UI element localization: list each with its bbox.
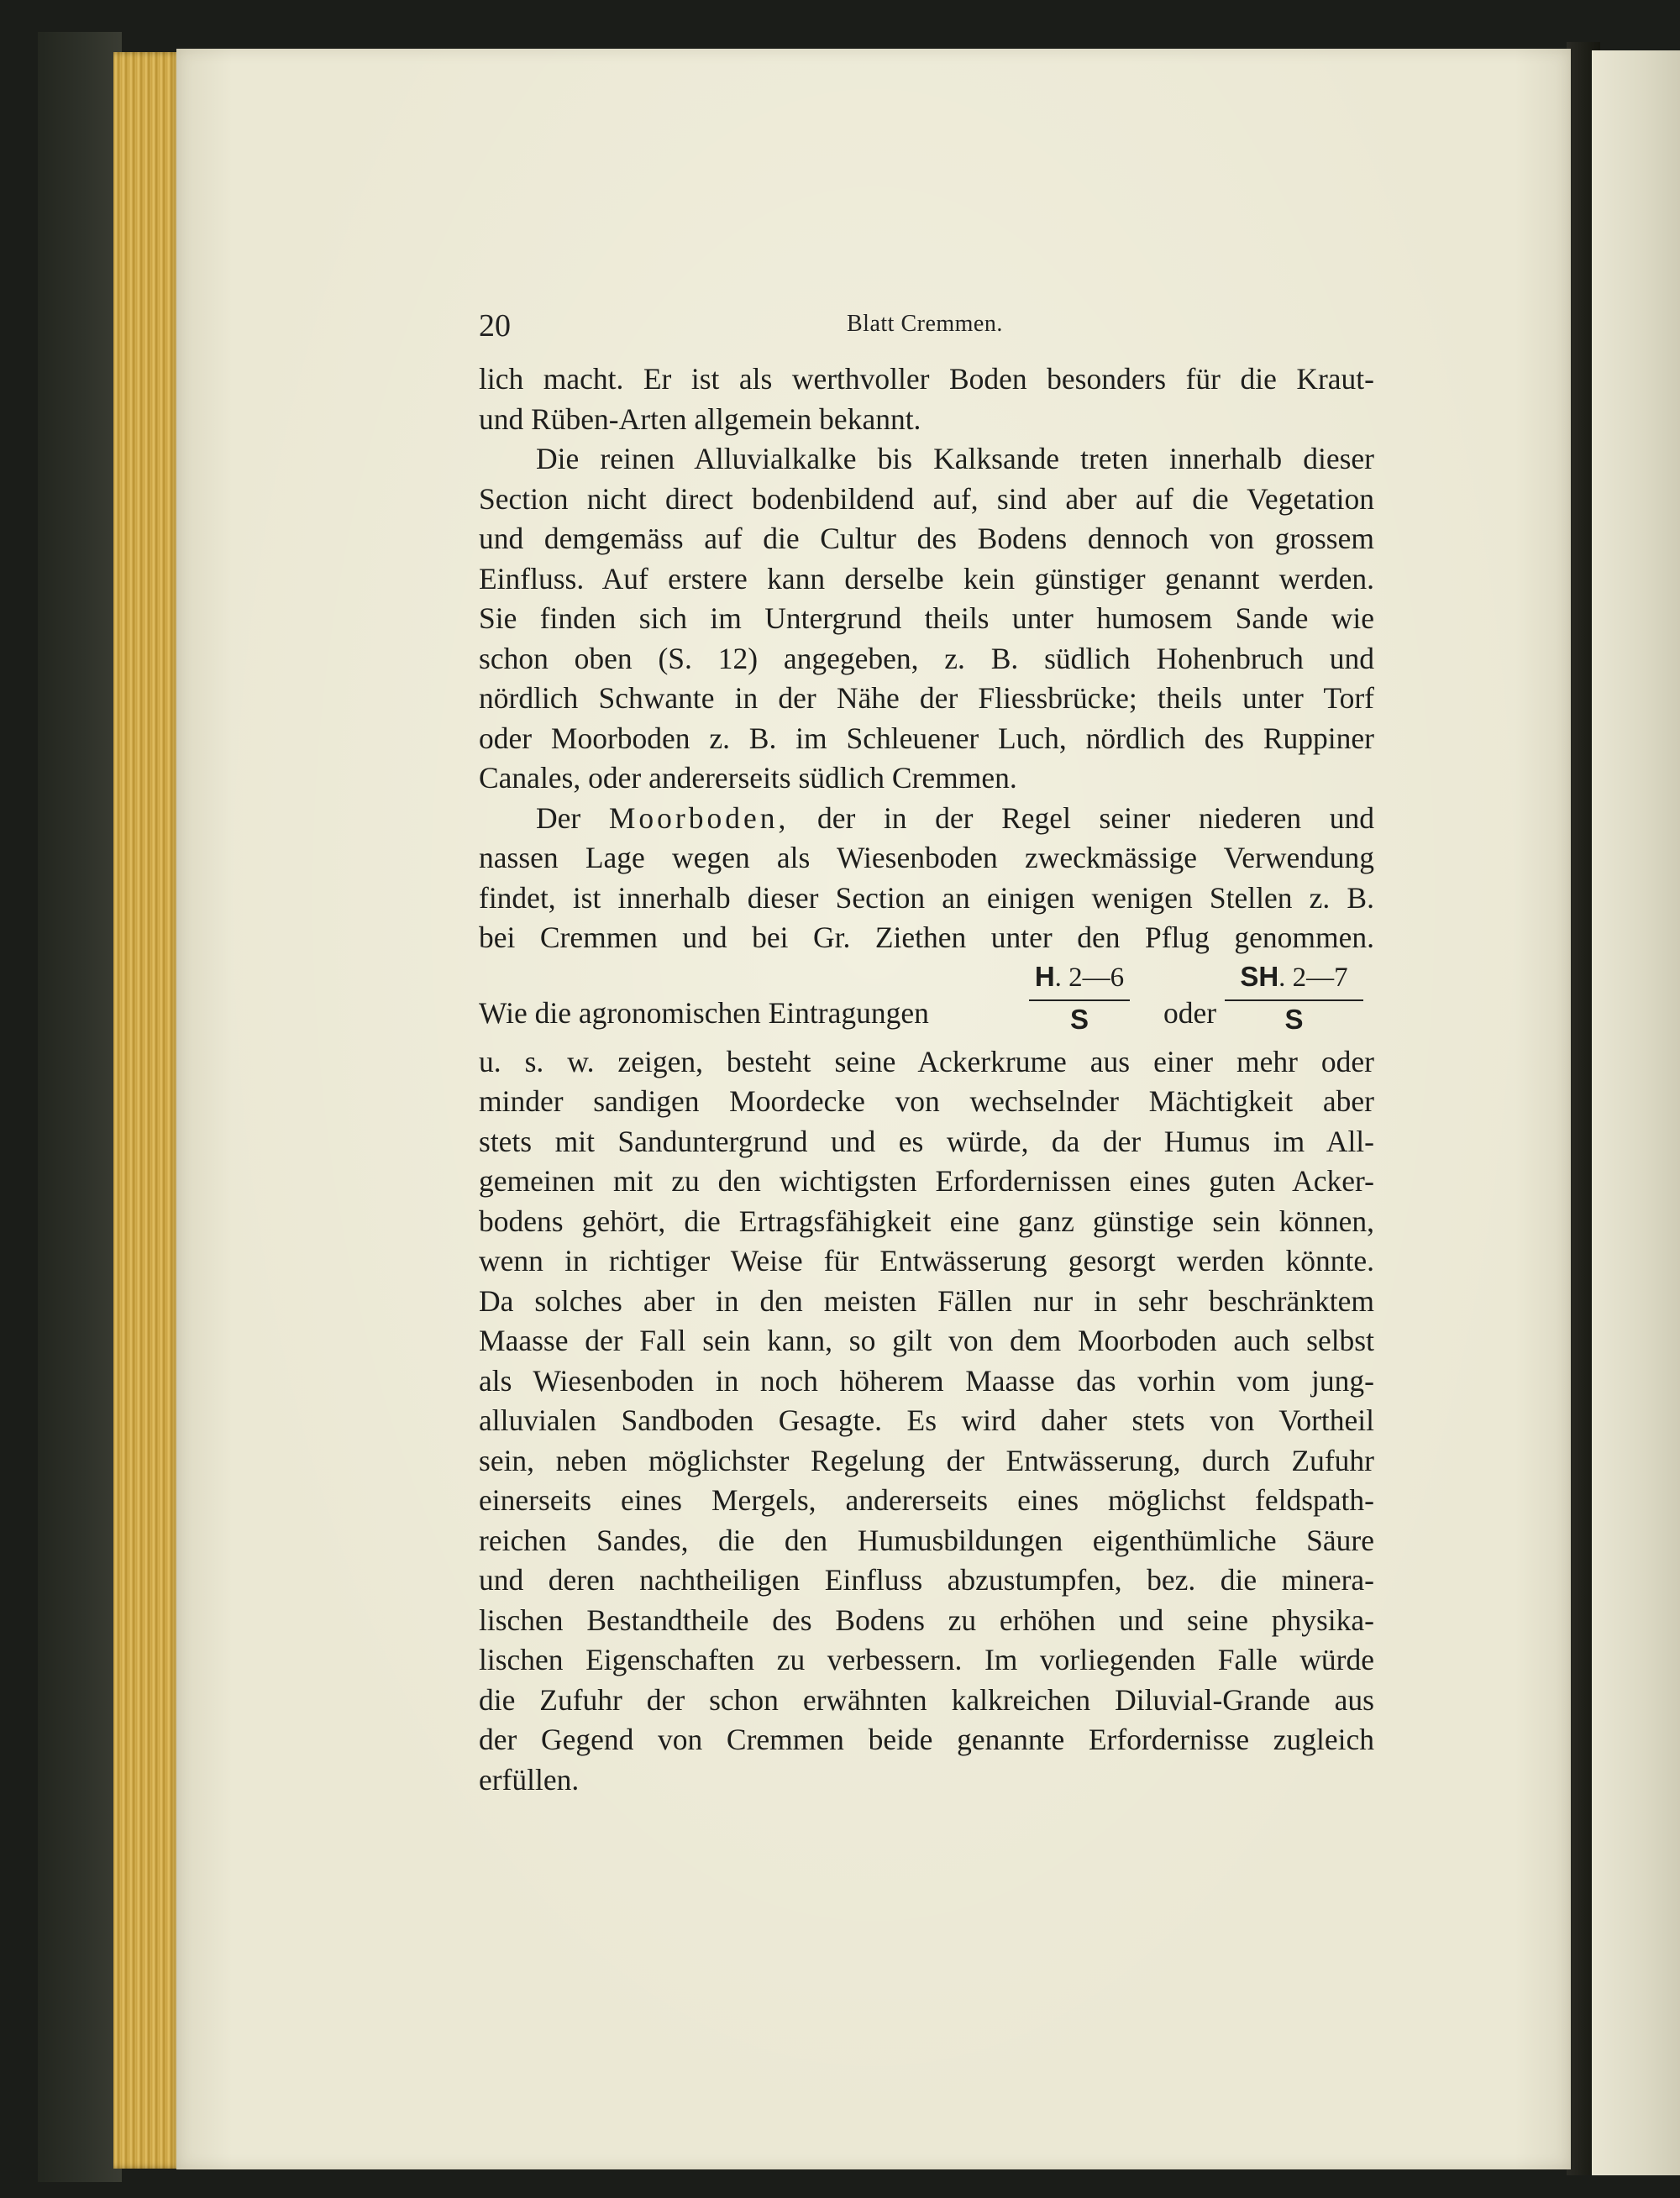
fraction-numerator xyxy=(1029,960,1130,994)
text-line: erfüllen. xyxy=(479,1762,580,1797)
fraction-denominator: S xyxy=(1284,1003,1304,1035)
emphasized-term: Moorboden, xyxy=(608,800,790,835)
fraction-denominator: S xyxy=(1069,1003,1089,1035)
text-line: gemeinen mit zu den wichtigsten Erfordernissen eines guten Acker- xyxy=(479,1164,1374,1198)
text-line: alluvialen Sandboden Gesagte. Es wird daher stets von Vortheil xyxy=(479,1403,1374,1437)
text-line: die Zufuhr der schon erwähnten kalkreichen Diluvial-Grande aus xyxy=(479,1682,1374,1717)
fraction-symbol: H xyxy=(1034,960,1055,992)
text-line: nassen Lage wegen als Wiesenboden zweckmässige Verwendung xyxy=(479,841,1374,874)
formula-line xyxy=(479,960,1374,1042)
text-line: lich macht. Er ist als werthvoller Boden besonders für die Kraut- xyxy=(479,362,1374,396)
fraction-value: . 2—7 xyxy=(1278,962,1348,993)
text-line: lischen Bestandtheile des Bodens zu erhöhen und seine physika- xyxy=(479,1603,1374,1637)
text-line: bei Cremmen und bei Gr. Ziethen unter den Pflug genommen. xyxy=(479,921,1374,954)
paragraph-1 xyxy=(479,359,1374,439)
paragraph-4 xyxy=(479,1042,1374,1801)
text-line xyxy=(479,799,1374,839)
body-text xyxy=(479,359,1374,1800)
page-number: 20 xyxy=(479,308,511,344)
text-word: Der xyxy=(536,800,581,835)
text-line: nördlich Schwante in der Nähe der Fliessbrücke; theils unter Torf xyxy=(479,681,1374,715)
text-line: der Gegend von Cremmen beide genannte Erfordernisse zugleich xyxy=(479,1723,1374,1756)
paragraph-3 xyxy=(479,799,1374,1042)
text-line: Section nicht direct bodenbildend auf, sind aber auf die Vegetation xyxy=(479,481,1374,516)
text-line: Maasse der Fall sein kann, so gilt von dem Moorboden auch selbst xyxy=(479,1324,1374,1357)
gilded-page-edges xyxy=(113,52,181,2169)
formula-lead-text: Wie die agronomischen Eintragungen xyxy=(479,995,929,1030)
text-line: minder sandigen Moordecke von wechselnder Mächtigkeit aber xyxy=(479,1084,1374,1118)
text-line: lischen Eigenschaften zu verbessern. Im vorliegenden Falle würde xyxy=(479,1643,1374,1676)
book-cover-edge xyxy=(38,32,122,2182)
text-line: sein, neben möglichster Regelung der Entwässerung, durch Zufuhr xyxy=(479,1443,1374,1477)
text-line: und demgemäss auf die Cultur des Bodens dennoch von grossem xyxy=(479,522,1374,555)
text-line: bodens gehört, die Ertragsfähigkeit eine ganz günstige sein können, xyxy=(479,1204,1374,1238)
text-line: als Wiesenboden in noch höherem Maasse das vorhin vom jung- xyxy=(479,1363,1374,1398)
text-line: oder Moorboden z. B. im Schleuener Luch, nördlich des Ruppiner xyxy=(479,721,1374,755)
adjacent-page-edge xyxy=(1592,50,1680,2175)
text-line: und Rüben-Arten allgemein bekannt. xyxy=(479,401,921,436)
agronomic-fraction-2 xyxy=(1225,960,1363,1035)
text-line: Einfluss. Auf erstere kann derselbe kein günstiger genannt werden. xyxy=(479,561,1374,595)
text-line: schon oben (S. 12) angegeben, z. B. südlich Hohenbruch und xyxy=(479,641,1374,675)
text-span: der in der Regel seiner niederen und xyxy=(817,800,1375,835)
text-line: Sie finden sich im Untergrund theils unter humosem Sande wie xyxy=(479,601,1374,635)
running-header xyxy=(479,307,1369,349)
text-line: Da solches aber in den meisten Fällen nur in sehr beschränktem xyxy=(479,1283,1374,1318)
text-line: findet, ist innerhalb dieser Section an einigen wenigen Stellen z. B. xyxy=(479,880,1374,915)
text-line: wenn in richtiger Weise für Entwässerung gesorgt werden könnte. xyxy=(479,1244,1374,1277)
text-line: und deren nachtheiligen Einfluss abzustumpfen, bez. die minera- xyxy=(479,1563,1374,1597)
fraction-value: . 2—6 xyxy=(1054,962,1125,993)
text-line: reichen Sandes, die den Humusbildungen eigenthümliche Säure xyxy=(479,1523,1374,1557)
text-line: stets mit Sanduntergrund und es würde, da der Humus im All- xyxy=(479,1124,1374,1158)
text-line: einerseits eines Mergels, andererseits eines möglichst feldspath- xyxy=(479,1483,1374,1517)
fraction-numerator xyxy=(1225,960,1363,994)
text-line: Canales, oder andererseits südlich Cremmen. xyxy=(479,761,1017,795)
fraction-bar xyxy=(1225,999,1363,1001)
formula-connector: oder xyxy=(1163,995,1217,1030)
fraction-bar xyxy=(1029,999,1130,1001)
text-line: u. s. w. zeigen, besteht seine Ackerkrume aus einer mehr oder xyxy=(479,1044,1374,1078)
text-line: Die reinen Alluvialkalke bis Kalksande treten innerhalb dieser xyxy=(536,442,1374,475)
running-title: Blatt Cremmen. xyxy=(847,311,1003,337)
fraction-symbol: SH xyxy=(1240,960,1279,992)
agronomic-fraction-1 xyxy=(1029,960,1130,1035)
paragraph-2 xyxy=(479,439,1374,799)
